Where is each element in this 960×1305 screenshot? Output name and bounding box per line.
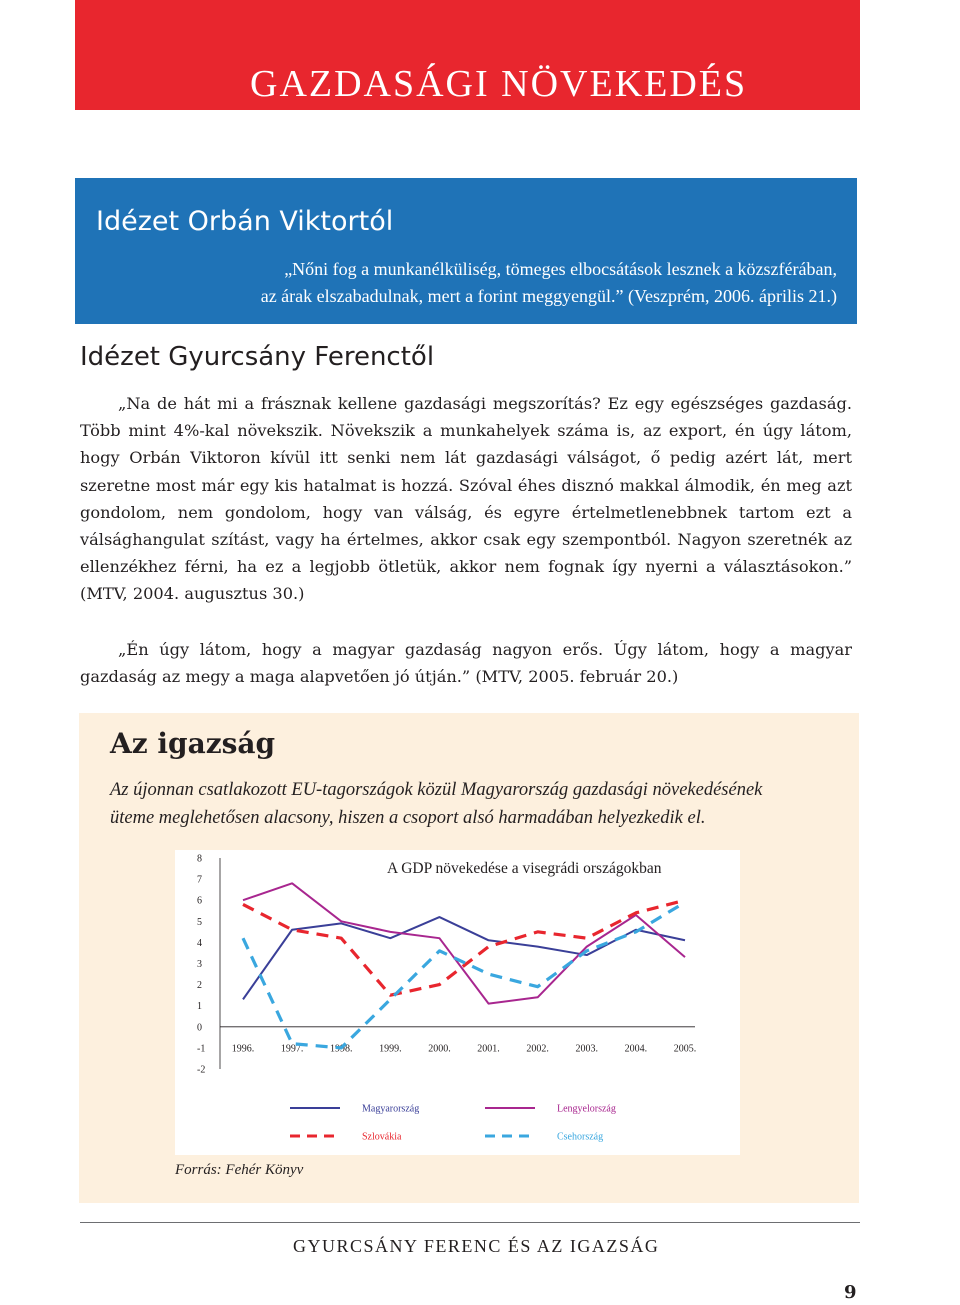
page-title: GAZDASÁGI NÖVEKEDÉS [250,63,748,105]
y-tick-label: 8 [197,853,202,865]
y-tick-label: -2 [197,1064,206,1076]
truth-lead: Az újonnan csatlakozott EU-tagországok közül Magyarország gazdasági növekedésének üteme meglehetősen alacsony, hiszen a csoport alsó harmadában helyezkedik el. [110,780,763,828]
y-tick-label: 4 [197,937,202,949]
legend-label: Magyarország [362,1103,420,1115]
gyurcsany-quote-2: „Én úgy látom, hogy a magyar gazdaság nagyon erős. Úgy látom, hogy a magyar gazdaság az megy a maga alapvetően jó útján.” (MTV, 2005. február 20.) [80,640,852,687]
y-tick-label: 6 [197,895,202,907]
y-tick-label: 7 [197,874,202,886]
x-tick-label: 2001. [477,1043,500,1055]
series-line [243,902,685,1048]
y-tick-label: 5 [197,916,202,928]
x-tick-label: 2000. [428,1043,451,1055]
gyurcsany-quote-1: „Na de hát mi a frásznak kellene gazdasági megszorítás? Ez egy egészséges gazdaság. Több mint 4%-kal növekszik. Növekszik a munkahelyek száma is, az export, én úgy látom, hogy Orbán Viktoron kívül itt senki nem lát gazdasági válságot, ő pedig azért lát, mert szeretne most már egy kis hatalmat is hozzá. Szóval éhes disznó makkal álmodik, én meg azt gondolom, nem gondolom, hogy van válság, és egyre értelmetlenebbnek tartom ezt a válsághangulat szítást, vagy ha értelmes, akkor csak egy szempontból. Nagyon szeretnék az ellenzékhez férni, ha ez a legjobb ötletük, akkor nem fognak így nyerni a választásokon.” (MTV, 2004. augusztus 30.) [80,394,852,604]
series-line [243,883,685,1003]
gyurcsany-quote-heading: Idézet Gyurcsány Ferenctől [80,342,435,372]
gdp-growth-chart [175,850,740,1155]
legend-label: Lengyelország [557,1103,616,1115]
x-tick-label: 2005. [673,1043,697,1055]
y-tick-label: -1 [197,1043,206,1055]
chart-title: A GDP növekedése a visegrádi országokban [387,860,662,877]
x-tick-label: 1999. [379,1043,402,1055]
legend-label: Szlovákia [362,1131,402,1143]
y-tick-label: 1 [197,1001,202,1013]
y-tick-label: 2 [197,980,202,992]
x-tick-label: 2002. [526,1043,549,1055]
page-number: 9 [844,1282,857,1303]
footer-divider [80,1222,860,1223]
orban-quote-line-2: az árak elszabadulnak, mert a forint meggyengül.” (Veszprém, 2006. április 21.) [260,286,837,306]
truth-heading: Az igazság [110,727,276,760]
x-tick-label: 1996. [231,1043,255,1055]
x-tick-label: 1997. [280,1043,304,1055]
chart-source: Forrás: Fehér Könyv [175,1162,304,1178]
x-tick-label: 2004. [624,1043,648,1055]
x-tick-label: 1998. [329,1043,353,1055]
y-tick-label: 0 [197,1022,202,1034]
orban-quote-heading: Idézet Orbán Viktortól [96,206,394,237]
orban-quote-box [75,178,857,324]
header-banner [75,0,860,110]
y-tick-label: 3 [197,959,202,970]
footer-title: GYURCSÁNY FERENC ÉS AZ IGAZSÁG [293,1236,660,1256]
series-line [243,917,685,999]
orban-quote-text [125,256,837,310]
orban-quote-line-1: „Nőni fog a munkanélküliség, tömeges elbocsátások lesznek a közszférában, [284,259,837,279]
legend-label: Csehország [557,1131,604,1143]
series-line [243,900,685,995]
x-tick-label: 2003. [575,1043,599,1055]
